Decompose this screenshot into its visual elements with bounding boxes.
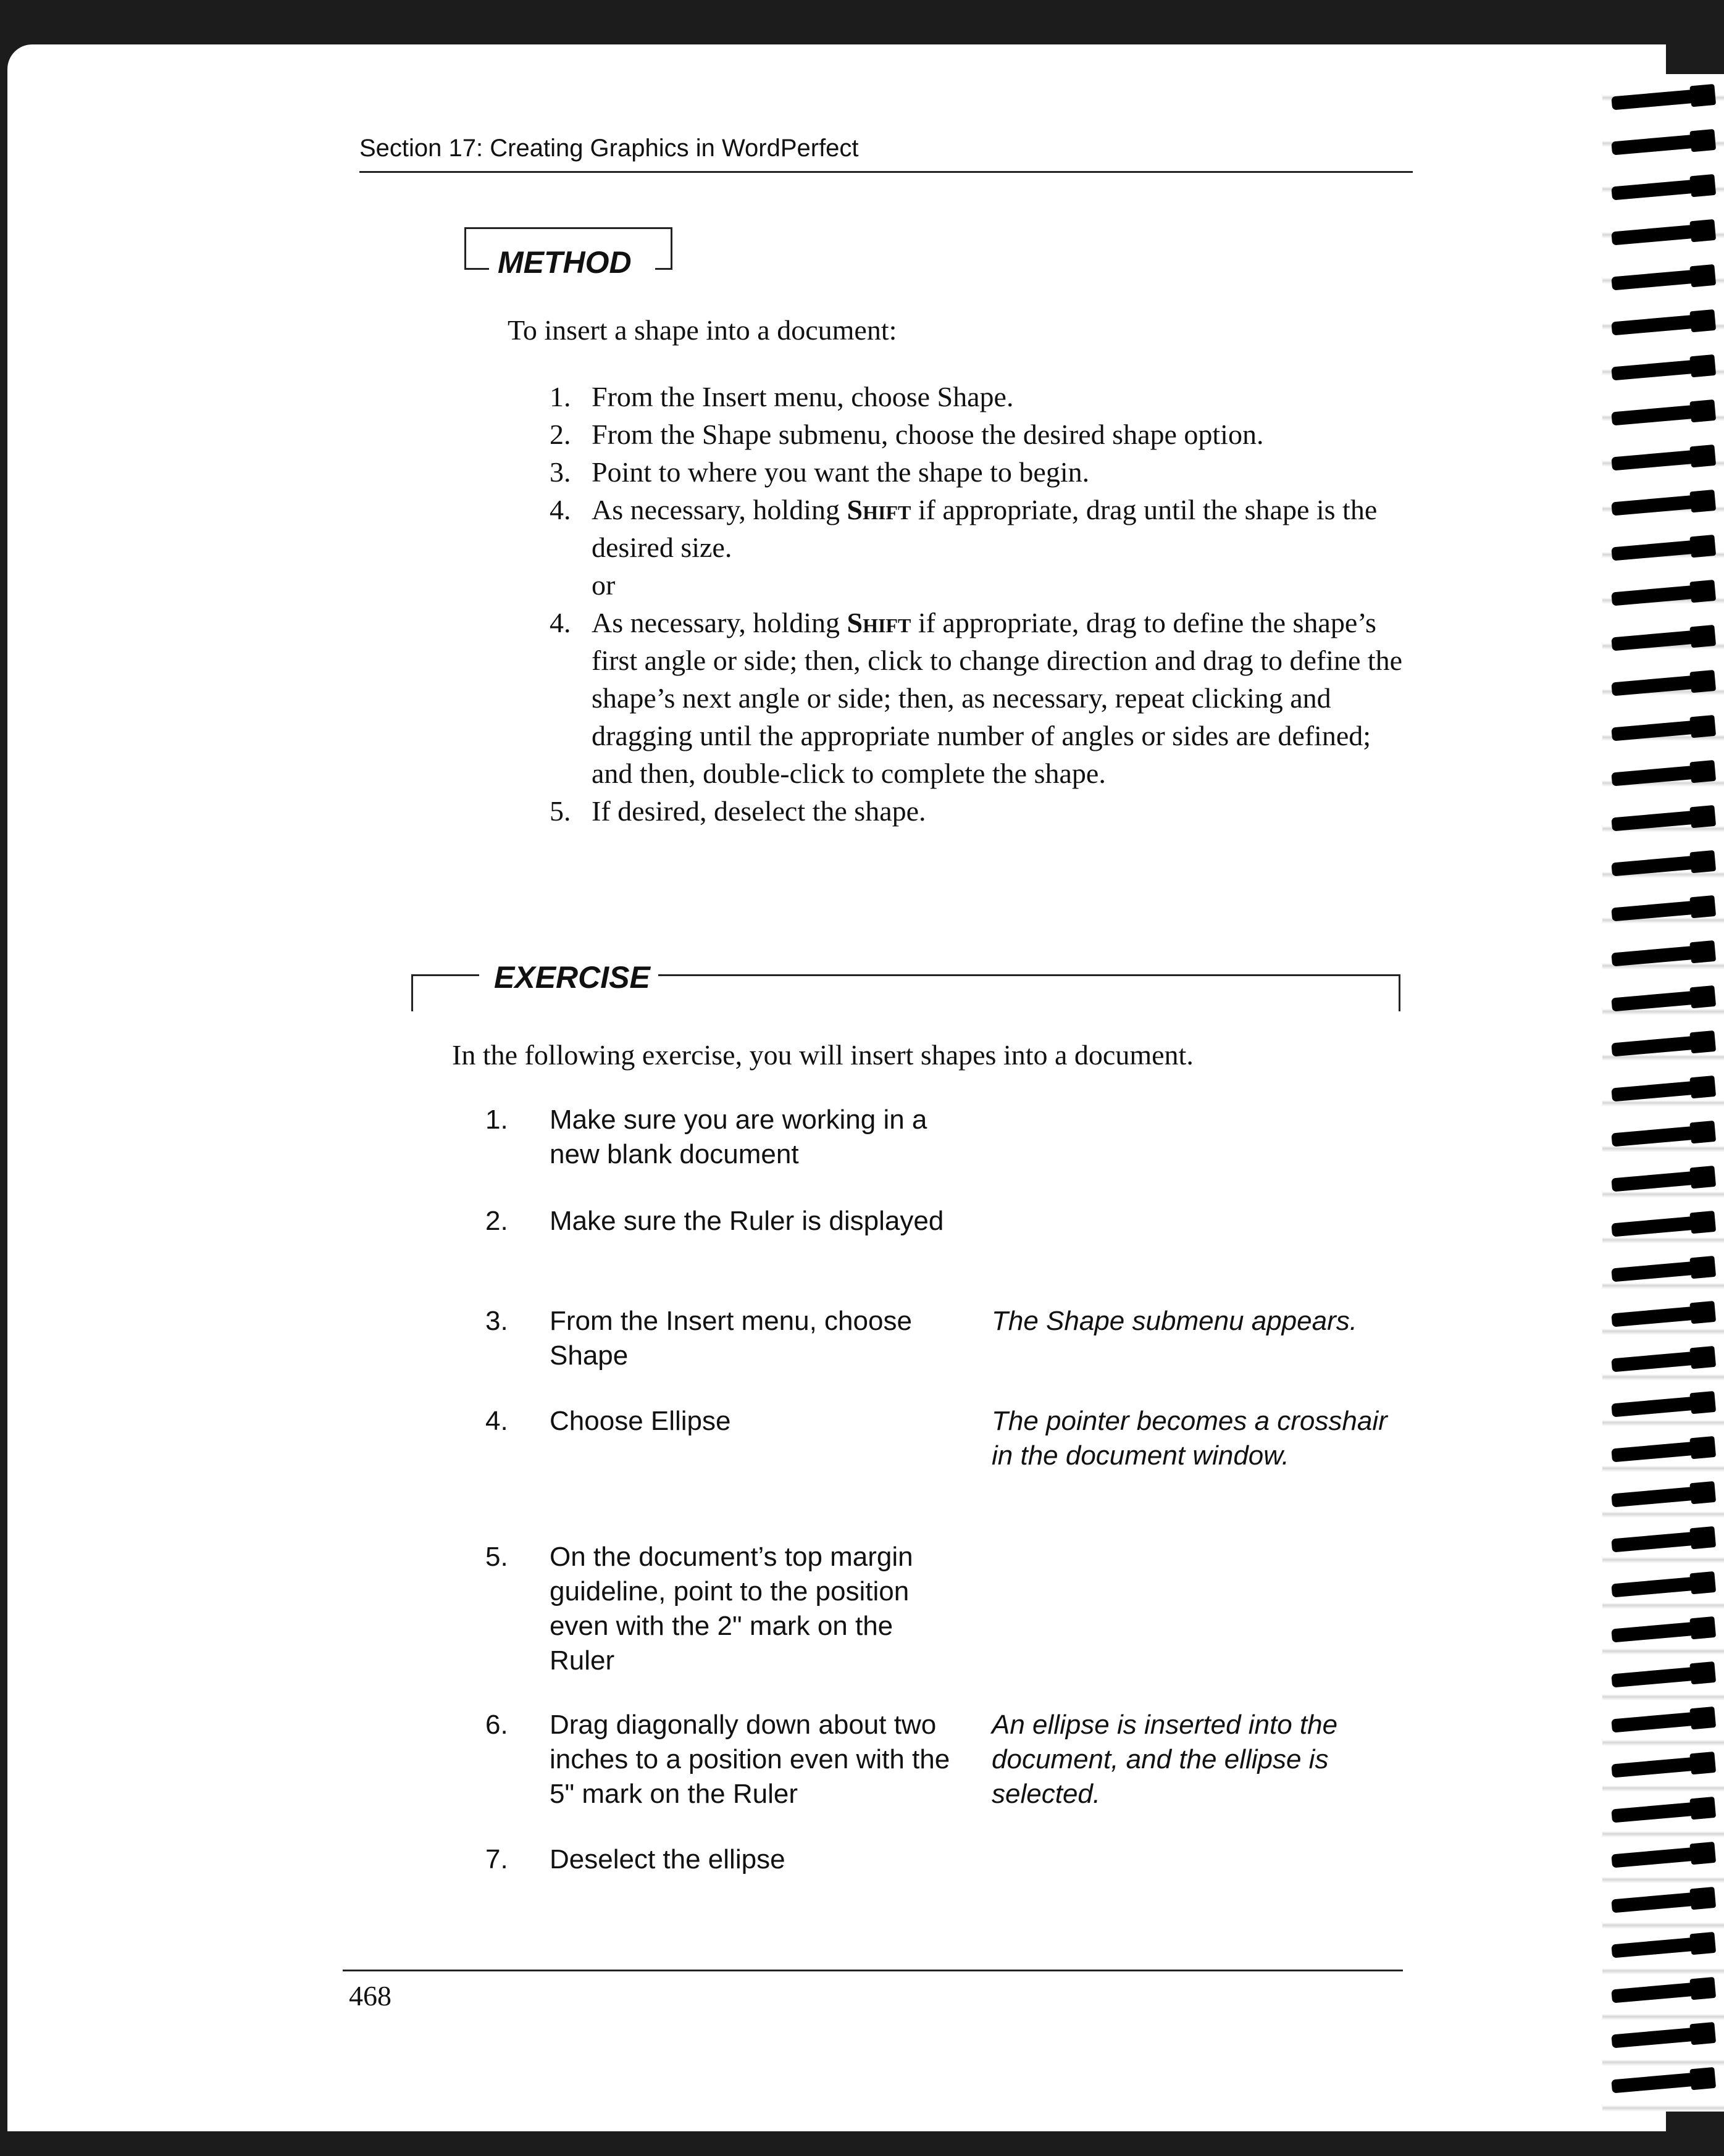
shift-key: Shift — [847, 607, 911, 638]
method-title: METHOD — [498, 245, 632, 280]
method-steps — [550, 378, 1414, 830]
step-number: 1. — [485, 1105, 508, 1135]
method-step — [550, 792, 1414, 830]
step-number: 2. — [485, 1206, 508, 1236]
step-text: On the document’s top margin guideline, point to the position even with the 2" mark on the Ruler — [550, 1542, 913, 1676]
method-step — [550, 491, 1414, 566]
step-text-post: if appropriate, drag to define the shape’s first angle or side; then, click to change direction and drag to define the shape’s next angle or side; then, as necessary, repeat clicking and dragging until the appropriate number of angles or sides are defined; and then, double-click to complete the shape. — [592, 607, 1403, 789]
step-text: Deselect the ellipse — [550, 1844, 785, 1874]
step-number: 1. — [550, 381, 571, 412]
step-number: 4. — [550, 494, 571, 525]
method-step — [550, 378, 1414, 416]
header-rule — [359, 171, 1413, 173]
or-separator: or — [592, 569, 616, 601]
step-text: From the Insert menu, choose Shape. — [592, 381, 1014, 412]
step-number: 4. — [485, 1406, 508, 1436]
step-text — [592, 604, 1414, 792]
footer-rule — [343, 1970, 1403, 1971]
exercise-note: The pointer becomes a crosshair in the document window. — [992, 1406, 1387, 1471]
method-step — [550, 604, 1414, 792]
shift-key: Shift — [847, 494, 911, 525]
exercise-note: An ellipse is inserted into the document, and the ellipse is selected. — [992, 1710, 1338, 1809]
step-number: 5. — [550, 795, 571, 827]
step-text: Make sure the Ruler is displayed — [550, 1206, 944, 1236]
method-intro: To insert a shape into a document: — [508, 314, 897, 346]
method-step — [550, 453, 1414, 491]
method-step — [550, 416, 1414, 453]
step-text: Point to where you want the shape to begin. — [592, 456, 1090, 488]
running-head: Section 17: Creating Graphics in WordPerfect — [359, 135, 859, 162]
step-text: Make sure you are working in a new blank document — [550, 1105, 927, 1169]
page — [7, 44, 1666, 2131]
exercise-note: The Shape submenu appears. — [992, 1306, 1357, 1336]
step-text: From the Insert menu, choose Shape — [550, 1306, 912, 1371]
page-number: 468 — [349, 1980, 391, 2012]
step-text: Drag diagonally down about two inches to a position even with the 5" mark on the Ruler — [550, 1710, 950, 1809]
step-text-post: if appropriate, drag until the shape is the desired size. — [592, 494, 1378, 563]
exercise-intro: In the following exercise, you will insert shapes into a document. — [452, 1039, 1194, 1071]
step-number: 4. — [550, 607, 571, 638]
step-number: 5. — [485, 1542, 508, 1572]
step-text — [592, 491, 1414, 566]
exercise-title: EXERCISE — [494, 960, 650, 995]
step-text: If desired, deselect the shape. — [592, 795, 926, 827]
step-text: Choose Ellipse — [550, 1406, 731, 1436]
step-text-pre: As necessary, holding — [592, 494, 847, 525]
step-text-pre: As necessary, holding — [592, 607, 847, 638]
step-number: 3. — [485, 1306, 508, 1336]
step-number: 7. — [485, 1844, 508, 1874]
step-number: 3. — [550, 456, 571, 488]
step-number: 2. — [550, 419, 571, 450]
step-number: 6. — [485, 1710, 508, 1740]
step-text: From the Shape submenu, choose the desired shape option. — [592, 419, 1264, 450]
